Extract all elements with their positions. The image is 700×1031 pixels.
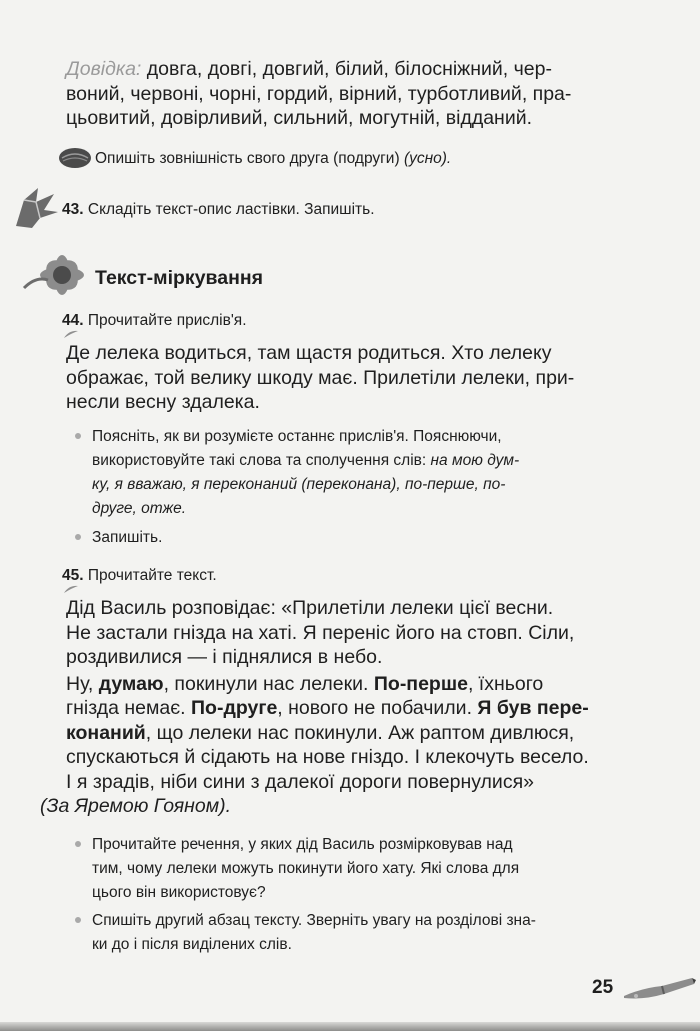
exercise-number: 43. (62, 201, 84, 218)
author-credit: (За Яремою Гояном). (40, 795, 231, 817)
section-heading (0, 265, 700, 291)
exercise-43: 43. Складіть текст-опис ластівки. Запишіть. (62, 201, 375, 218)
page-bottom-edge (0, 1022, 700, 1031)
exercise-44-task-1: Поясніть, як ви розумієте останнє прислів'я. Пояснюючи, використовуйте такі слова та сполучення слів: на мою дум- ку, я вважаю, я переконаний (переконана), по-перше, по- друге, отже. (92, 428, 520, 517)
exercise-45-task-1: Прочитайте речення, у яких дід Василь розмірковував над тим, чому лелеки можуть покинути його хату. Які слова для цього він використовує? (92, 836, 520, 901)
hint-line: довга, довгі, довгий, білий, білосніжний, чер- (141, 58, 552, 80)
hint-block (0, 57, 700, 131)
exercise-44-proverb: Де лелека водиться, там щастя родиться. Хто лелеку ображає, той велику шкоду має. Прилетіли лелеки, при- несли весну здалека. (66, 342, 575, 413)
exercise-45-text: Дід Василь розповідає: «Прилетіли лелеки цієї весни. Не застали гнізда на хаті. Я переніс його на стовп. Сіли, роздивилися — і піднялися в небо. Ну, думаю, покинули нас лелеки. По-перше, їхнього гнізда немає. По-друге, нового не побачили. Я був пере- конаний, що лелеки нас покинули. Аж раптом дивлюся, спускаються й сідають на нове гніздо. І клекочуть весело. І я зрадів, ніби сини з далекої дороги повернулися» (За Яремою Гояном). (0, 596, 700, 819)
exercise-44-instruction: 44. Прочитайте прислів'я. (62, 312, 247, 329)
exercise-44-task-2: Запишіть. (92, 529, 163, 546)
hint-line: воний, червоні, чорні, гордий, вірний, турботливий, пра- (66, 82, 572, 105)
task-describe-friend: Опишіть зовнішність свого друга (подруги) (усно). (95, 150, 452, 167)
feather-icon (63, 329, 79, 339)
hint-line: цьовитий, довірливий, сильний, могутній, відданий. (66, 107, 533, 129)
exercise-45-instruction: 45. Прочитайте текст. (62, 567, 217, 584)
pencil-icon (622, 974, 696, 1004)
feather-icon (63, 584, 79, 594)
hint-label: Довідка: (66, 58, 142, 80)
exercise-number: 44. (62, 312, 84, 329)
exercise-45-task-2: Спишіть другий абзац тексту. Зверніть увагу на розділові зна- ки до і після виділених слів. (92, 912, 536, 953)
section-title: Текст-міркування (95, 267, 264, 289)
exercise-number: 45. (62, 567, 84, 584)
page-number: 25 (592, 977, 614, 998)
